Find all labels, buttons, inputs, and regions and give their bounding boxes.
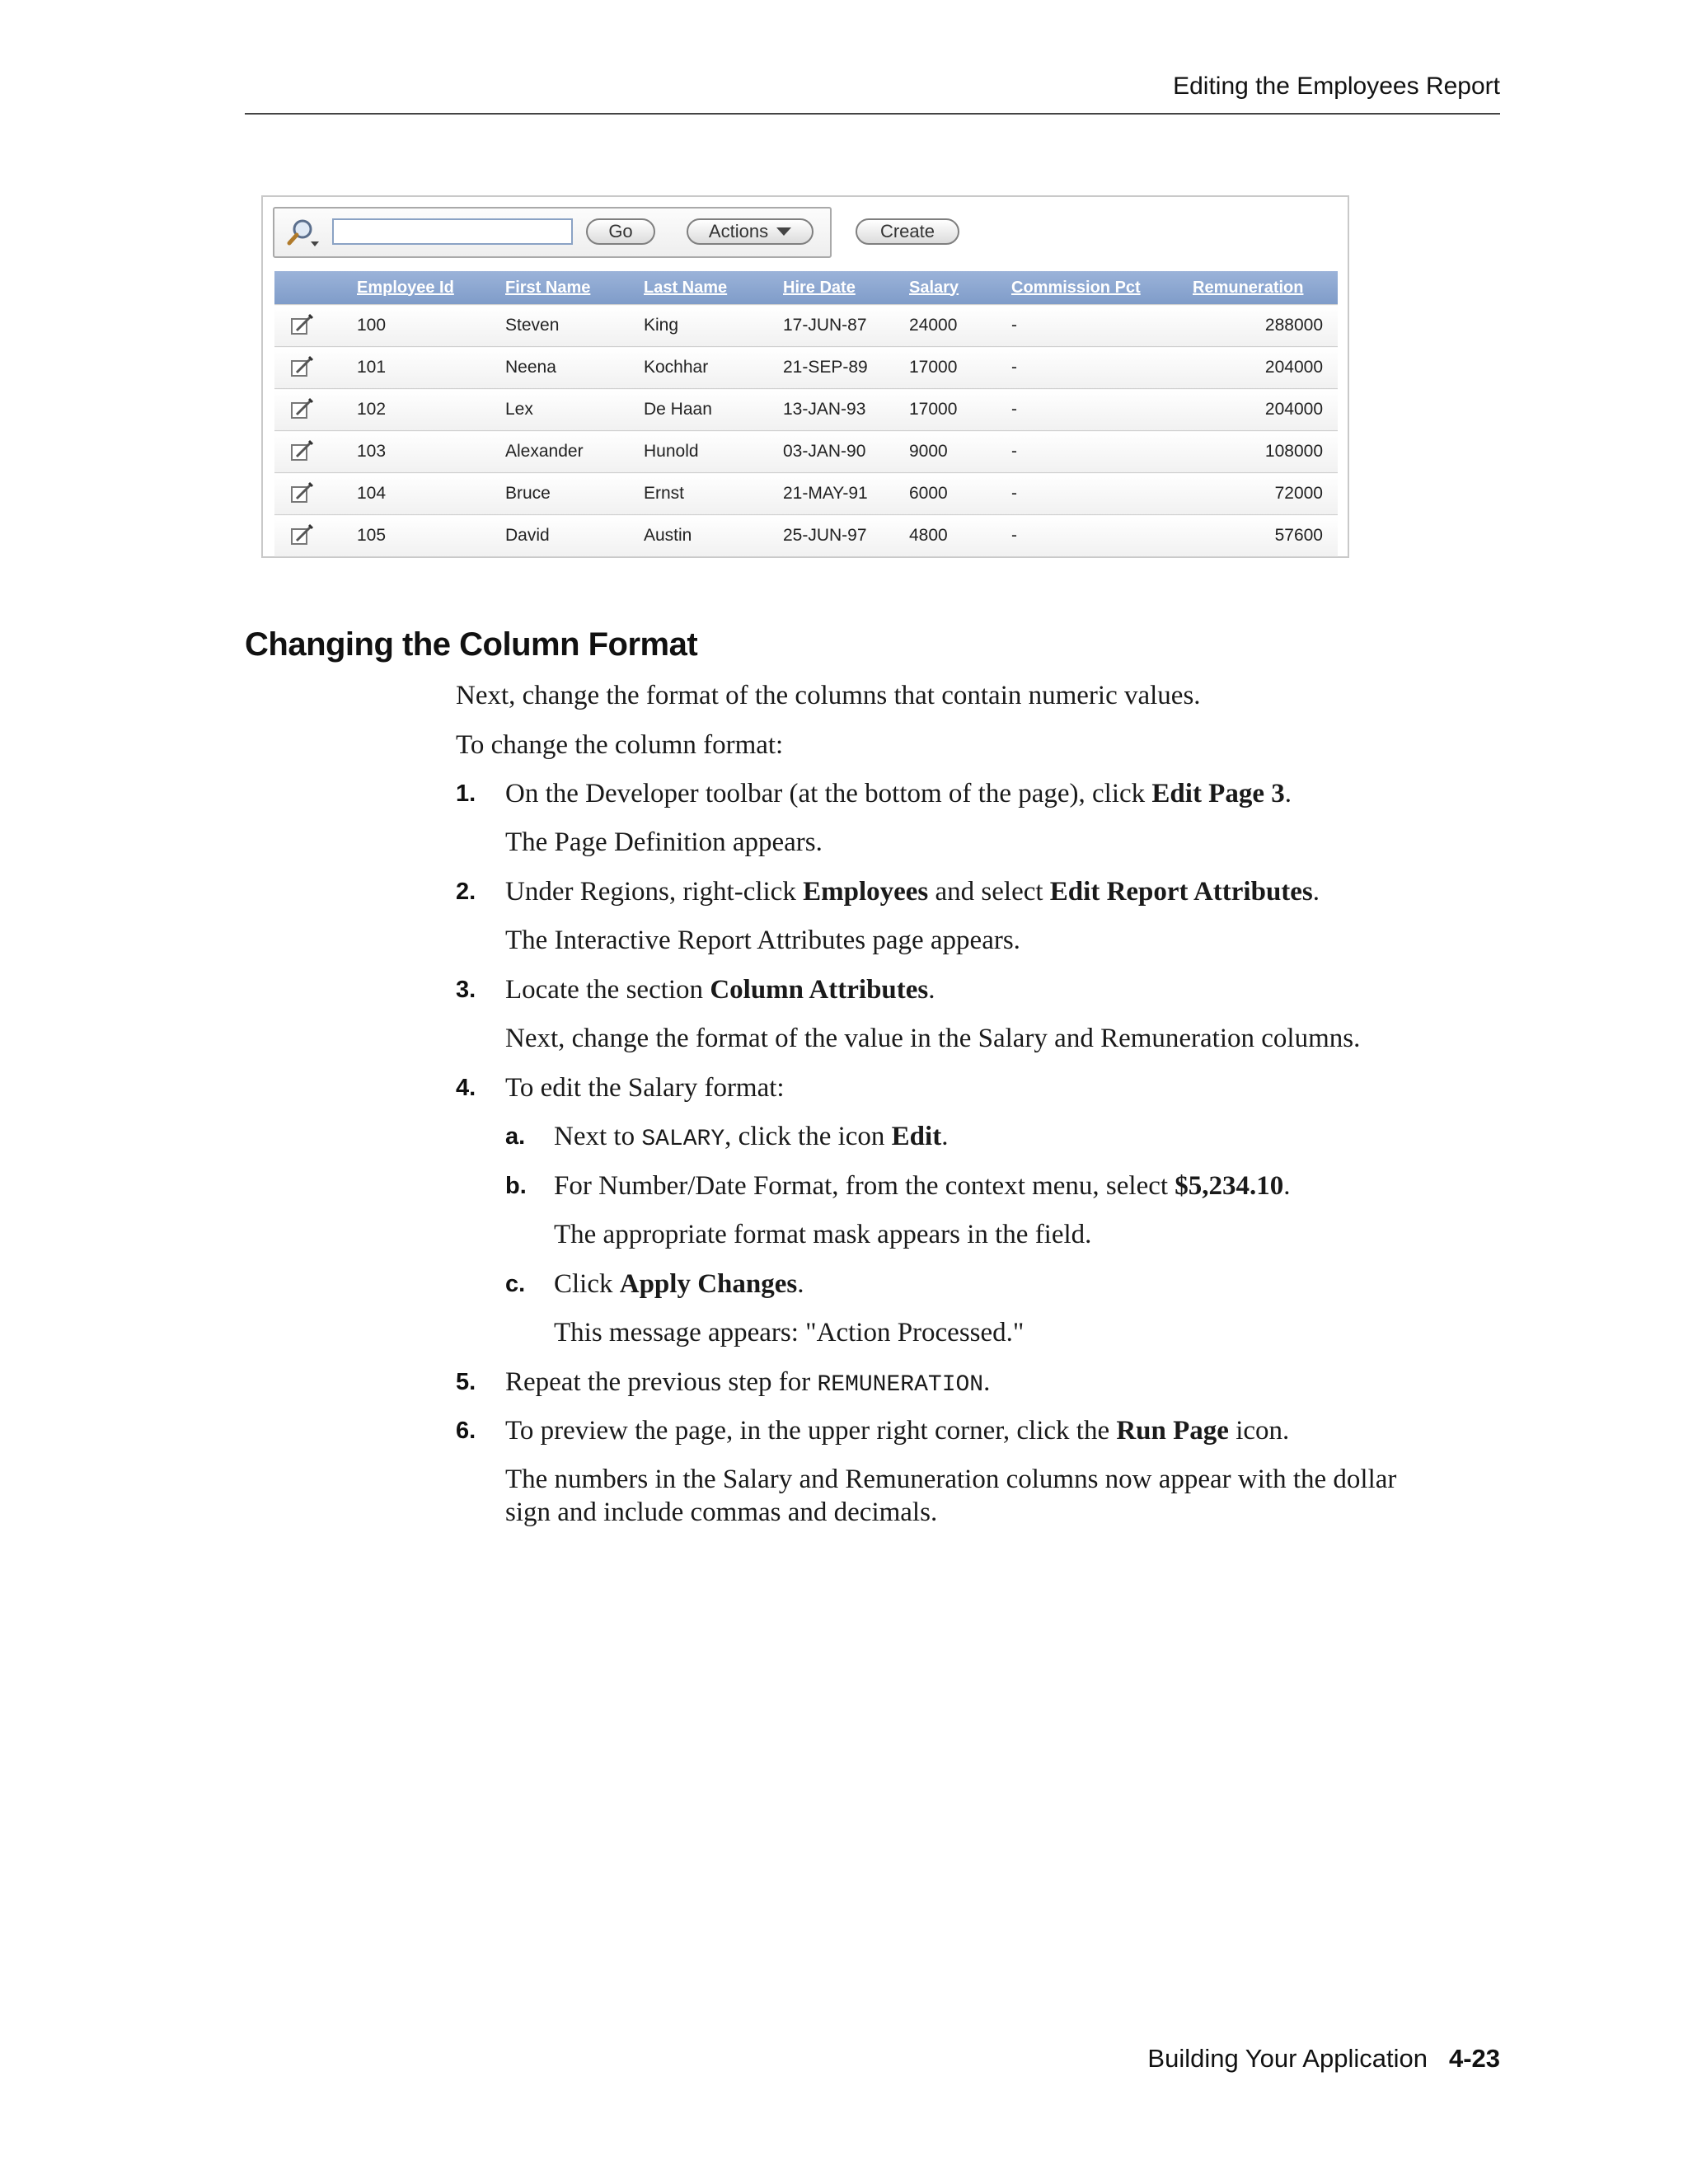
cell-commission-pct: -	[1011, 473, 1193, 515]
page-footer	[1071, 2044, 1500, 2074]
cell-last-name: Hunold	[644, 431, 783, 473]
step-1-result: The Page Definition appears.	[505, 827, 823, 857]
step-5-pre: Repeat the previous step for	[505, 1367, 818, 1397]
chevron-down-icon	[776, 227, 791, 236]
cell-last-name: Austin	[644, 515, 783, 557]
step-6-result-line-1: The numbers in the Salary and Remuneration columns now appear with the dollar	[505, 1465, 1397, 1494]
cell-first-name: Alexander	[505, 431, 644, 473]
step-6-bold: Run Page	[1116, 1416, 1229, 1446]
cell-remuneration: 204000	[1193, 389, 1338, 431]
cell-last-name: Ernst	[644, 473, 783, 515]
step-2-pre: Under Regions, right-click	[505, 877, 804, 907]
step-4b-number: b.	[505, 1173, 527, 1199]
step-3-pre: Locate the section	[505, 975, 710, 1005]
go-button[interactable]: Go	[586, 218, 655, 245]
header-rule	[245, 113, 1500, 115]
cell-hire-date: 21-SEP-89	[783, 347, 909, 389]
intro-lead-in: To change the column format:	[456, 730, 784, 760]
step-4a-pre: Next to	[554, 1122, 642, 1151]
cell-salary: 6000	[909, 473, 1011, 515]
page-number: 4-23	[1448, 2044, 1500, 2073]
cell-first-name: Bruce	[505, 473, 644, 515]
cell-commission-pct: -	[1011, 305, 1193, 347]
actions-label: Actions	[708, 221, 769, 241]
step-4a-code: SALARY	[641, 1127, 725, 1152]
step-4c-number: c.	[505, 1271, 526, 1297]
cell-last-name: Kochhar	[644, 347, 783, 389]
cell-employee-id: 101	[357, 347, 505, 389]
table-row	[274, 347, 1338, 389]
edit-pencil-icon[interactable]	[289, 397, 314, 422]
step-5-text	[505, 1366, 990, 1402]
report-screenshot	[261, 195, 1349, 558]
cell-remuneration: 108000	[1193, 431, 1338, 473]
create-button[interactable]: Create	[856, 218, 959, 245]
search-icon[interactable]	[284, 217, 321, 250]
step-6-pre: To preview the page, in the upper right corner, click the	[505, 1416, 1117, 1446]
table-row	[274, 515, 1338, 557]
table-row	[274, 389, 1338, 431]
cell-first-name: Lex	[505, 389, 644, 431]
step-6-result-line-2: sign and include commas and decimals.	[505, 1497, 938, 1527]
cell-employee-id: 100	[357, 305, 505, 347]
cell-first-name: David	[505, 515, 644, 557]
step-1-number: 1.	[456, 780, 476, 807]
column-header-last-name[interactable]: Last Name	[644, 271, 783, 305]
edit-pencil-icon[interactable]	[289, 439, 314, 464]
step-4c-text	[554, 1268, 804, 1301]
running-header: Editing the Employees Report	[1173, 73, 1500, 100]
cell-first-name: Steven	[505, 305, 644, 347]
step-3-number: 3.	[456, 977, 476, 1003]
step-4a-bold: Edit	[891, 1122, 942, 1151]
step-2-bold-1: Employees	[803, 877, 929, 907]
cell-employee-id: 105	[357, 515, 505, 557]
step-3-bold: Column Attributes	[710, 975, 929, 1005]
step-5-code: REMUNERATION	[817, 1372, 984, 1398]
cell-hire-date: 17-JUN-87	[783, 305, 909, 347]
column-header-commission-pct[interactable]: Commission Pct	[1011, 271, 1193, 305]
column-header-salary[interactable]: Salary	[909, 271, 1011, 305]
cell-salary: 17000	[909, 347, 1011, 389]
step-4c-result: This message appears: "Action Processed."	[554, 1318, 1025, 1347]
step-4c-pre: Click	[554, 1269, 620, 1299]
cell-remuneration: 72000	[1193, 473, 1338, 515]
step-2-text	[505, 875, 1320, 908]
cell-commission-pct: -	[1011, 515, 1193, 557]
table-row	[274, 431, 1338, 473]
report-body	[274, 305, 1338, 557]
step-2-bold-2: Edit Report Attributes	[1049, 877, 1313, 907]
cell-salary: 17000	[909, 389, 1011, 431]
cell-commission-pct: -	[1011, 347, 1193, 389]
edit-pencil-icon[interactable]	[289, 313, 314, 338]
step-1-post: .	[1284, 779, 1292, 808]
step-4a-text	[554, 1120, 948, 1156]
cell-last-name: De Haan	[644, 389, 783, 431]
cell-salary: 9000	[909, 431, 1011, 473]
step-4a-mid: , click the icon	[724, 1122, 892, 1151]
step-3-text	[505, 973, 935, 1006]
intro-paragraph: Next, change the format of the columns that contain numeric values.	[456, 681, 1201, 710]
cell-employee-id: 103	[357, 431, 505, 473]
cell-hire-date: 13-JAN-93	[783, 389, 909, 431]
cell-last-name: King	[644, 305, 783, 347]
edit-pencil-icon[interactable]	[289, 481, 314, 506]
cell-employee-id: 102	[357, 389, 505, 431]
step-4-text: To edit the Salary format:	[505, 1073, 785, 1103]
edit-pencil-icon[interactable]	[289, 355, 314, 380]
table-row	[274, 473, 1338, 515]
cell-commission-pct: -	[1011, 431, 1193, 473]
step-4a-number: a.	[505, 1123, 526, 1150]
cell-hire-date: 25-JUN-97	[783, 515, 909, 557]
step-1-bold: Edit Page 3	[1151, 779, 1285, 808]
step-2-post: .	[1312, 877, 1320, 907]
row-edit-cell	[274, 473, 357, 515]
cell-salary: 24000	[909, 305, 1011, 347]
cell-salary: 4800	[909, 515, 1011, 557]
step-4c-post: .	[797, 1269, 804, 1299]
actions-button[interactable]	[687, 218, 814, 245]
cell-remuneration: 57600	[1193, 515, 1338, 557]
search-input[interactable]	[332, 218, 573, 245]
step-5-post: .	[983, 1367, 991, 1397]
cell-commission-pct: -	[1011, 389, 1193, 431]
step-6-text	[505, 1414, 1289, 1447]
step-3-result: Next, change the format of the value in the Salary and Remuneration columns.	[505, 1024, 1361, 1053]
step-2-number: 2.	[456, 879, 476, 905]
section-heading: Changing the Column Format	[245, 626, 698, 663]
row-edit-cell	[274, 305, 357, 347]
step-4b-result: The appropriate format mask appears in the field.	[554, 1220, 1092, 1249]
step-2-result: The Interactive Report Attributes page appears.	[505, 926, 1020, 955]
step-4a-post: .	[941, 1122, 949, 1151]
search-bar	[273, 207, 832, 258]
table-header-row	[274, 271, 1338, 305]
column-header-remuneration[interactable]: Remuneration	[1193, 271, 1338, 305]
step-6-number: 6.	[456, 1418, 476, 1444]
employees-report-table	[274, 271, 1338, 557]
step-4b-pre: For Number/Date Format, from the context menu, select	[554, 1171, 1175, 1201]
column-header-employee-id[interactable]: Employee Id	[357, 271, 505, 305]
cell-remuneration: 288000	[1193, 305, 1338, 347]
row-edit-cell	[274, 515, 357, 557]
step-3-post: .	[928, 975, 935, 1005]
step-4c-bold: Apply Changes	[619, 1269, 798, 1299]
footer-title: Building Your Application	[1147, 2044, 1428, 2073]
cell-first-name: Neena	[505, 347, 644, 389]
row-edit-cell	[274, 389, 357, 431]
table-row	[274, 305, 1338, 347]
cell-remuneration: 204000	[1193, 347, 1338, 389]
edit-pencil-icon[interactable]	[289, 523, 314, 548]
step-4b-text	[554, 1169, 1291, 1202]
column-header-hire-date[interactable]: Hire Date	[783, 271, 909, 305]
cell-hire-date: 21-MAY-91	[783, 473, 909, 515]
step-5-number: 5.	[456, 1369, 476, 1395]
step-6-post: icon.	[1228, 1416, 1290, 1446]
step-2-mid: and select	[928, 877, 1050, 907]
column-header-first-name[interactable]: First Name	[505, 271, 644, 305]
step-4b-post: .	[1283, 1171, 1291, 1201]
step-4-number: 4.	[456, 1075, 476, 1101]
row-edit-cell	[274, 347, 357, 389]
cell-employee-id: 104	[357, 473, 505, 515]
step-1-text	[505, 777, 1292, 810]
cell-hire-date: 03-JAN-90	[783, 431, 909, 473]
row-edit-cell	[274, 431, 357, 473]
step-4b-bold: $5,234.10	[1175, 1171, 1284, 1201]
step-1-pre: On the Developer toolbar (at the bottom of the page), click	[505, 779, 1152, 808]
column-header-edit	[274, 271, 357, 305]
